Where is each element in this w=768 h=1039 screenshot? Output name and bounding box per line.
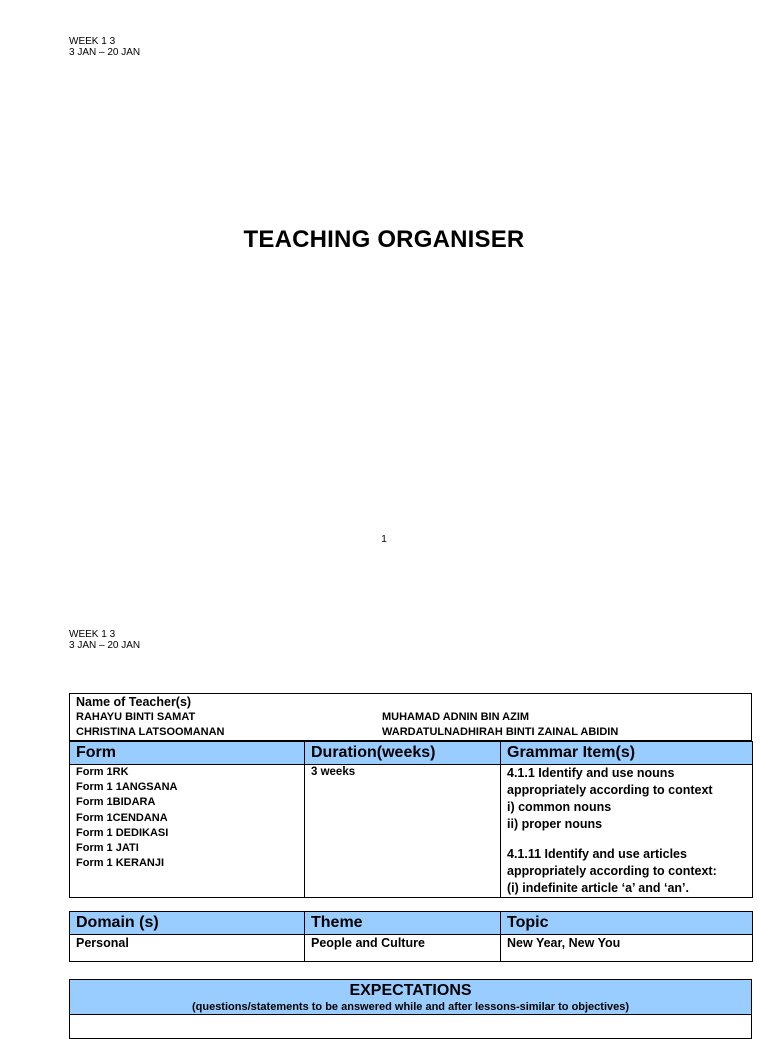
forms-cell <box>70 765 305 898</box>
form-item: Form 1BIDARA <box>76 796 156 809</box>
grammar-line: appropriately according to context <box>507 783 713 797</box>
page2-header <box>69 629 140 651</box>
teacher-name: WARDATULNADHIRAH BINTI ZAINAL ABIDIN <box>382 726 619 738</box>
form-item: Form 1CENDANA <box>76 811 168 824</box>
duration-cell: 3 weeks <box>305 765 501 898</box>
grammar-line: (i) indefinite article ‘a’ and ‘an’. <box>507 881 689 895</box>
grammar-line: i) common nouns <box>507 800 612 814</box>
form-item: Form 1 1ANGSANA <box>76 781 178 794</box>
grammar-cell <box>501 765 753 898</box>
topic-value: New Year, New You <box>501 935 753 962</box>
teacher-name: RAHAYU BINTI SAMAT <box>76 711 196 723</box>
date-range: 3 JAN – 20 JAN <box>69 47 141 58</box>
form-item: Form 1 JATI <box>76 842 139 855</box>
grammar-spacer <box>507 833 746 846</box>
expectations-box <box>69 979 752 1039</box>
expectations-subheading: (questions/statements to be answered while and after lessons-similar to objectives) <box>191 1001 630 1013</box>
column-header-grammar: Grammar Item(s) <box>501 742 753 765</box>
form-duration-grammar-table <box>69 741 753 898</box>
week-label: WEEK 1 3 <box>69 629 116 640</box>
column-header-form: Form <box>70 742 305 765</box>
date-range: 3 JAN – 20 JAN <box>69 640 141 651</box>
teachers-label: Name of Teacher(s) <box>76 695 192 709</box>
teacher-name: CHRISTINA LATSOOMANAN <box>76 726 225 738</box>
column-header-domain: Domain (s) <box>70 912 305 935</box>
domain-value: Personal <box>70 935 305 962</box>
form-item: Form 1RK <box>76 766 129 778</box>
teachers-box <box>69 693 752 741</box>
expectations-heading: EXPECTATIONS <box>349 982 472 999</box>
page-number: 1 <box>381 534 387 545</box>
page1-header <box>69 36 140 58</box>
column-header-topic: Topic <box>501 912 753 935</box>
column-header-duration: Duration(weeks) <box>305 742 501 765</box>
document-title: TEACHING ORGANISER <box>243 226 525 253</box>
form-item: Form 1 KERANJI <box>76 857 165 870</box>
teacher-name: MUHAMAD ADNIN BIN AZIM <box>382 711 530 723</box>
form-item: Form 1 DEDIKASI <box>76 826 169 839</box>
week-label: WEEK 1 3 <box>69 36 116 47</box>
grammar-line: 4.1.1 Identify and use nouns <box>507 766 675 780</box>
grammar-line: 4.1.11 Identify and use articles <box>507 847 687 861</box>
theme-value: People and Culture <box>305 935 501 962</box>
grammar-line: appropriately according to context: <box>507 864 717 878</box>
domain-theme-topic-table <box>69 911 753 962</box>
column-header-theme: Theme <box>305 912 501 935</box>
grammar-line: ii) proper nouns <box>507 817 603 831</box>
expectations-header <box>70 980 751 1015</box>
